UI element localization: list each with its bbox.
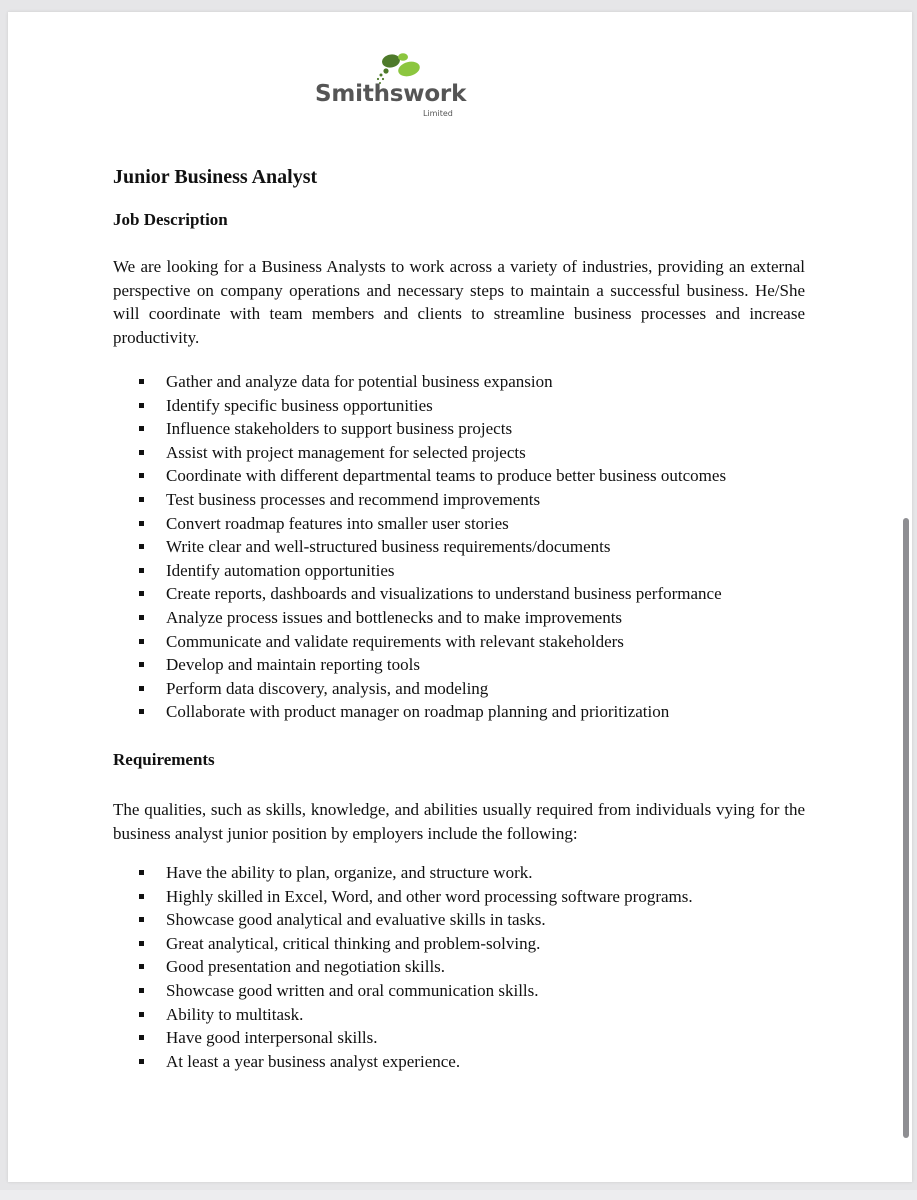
list-item-text: Good presentation and negotiation skills. <box>166 957 446 977</box>
bullet-icon <box>139 544 144 549</box>
list-item <box>138 700 726 724</box>
list-item-text: Develop and maintain reporting tools <box>166 655 420 675</box>
bullet-icon <box>139 403 144 408</box>
list-item-text: Communicate and validate requirements with relevant stakeholders <box>166 631 624 651</box>
list-item <box>138 582 726 606</box>
job-description-heading: Job Description <box>113 210 228 229</box>
bullet-icon <box>139 894 144 899</box>
list-item-text: Showcase good written and oral communication skills. <box>166 980 539 1000</box>
requirements-list <box>138 861 693 1073</box>
responsibilities-list <box>138 370 726 724</box>
bullet-icon <box>139 379 144 384</box>
list-item-text: Ability to multitask. <box>166 1004 304 1024</box>
list-item <box>138 535 726 559</box>
list-item <box>138 1003 693 1027</box>
bullet-icon <box>139 917 144 922</box>
list-item-text: Have good interpersonal skills. <box>166 1028 378 1048</box>
list-item <box>138 512 726 536</box>
bullet-icon <box>139 568 144 573</box>
bullet-icon <box>139 1035 144 1040</box>
bullet-icon <box>139 426 144 431</box>
list-item-text: Identify automation opportunities <box>166 560 395 580</box>
vertical-scrollbar[interactable] <box>903 518 909 1138</box>
bullet-icon <box>139 941 144 946</box>
list-item-text: Identify specific business opportunities <box>166 395 433 415</box>
list-item-text: At least a year business analyst experience. <box>166 1051 461 1071</box>
list-item-text: Influence stakeholders to support business projects <box>166 419 513 439</box>
bullet-icon <box>139 662 144 667</box>
list-item <box>138 394 726 418</box>
bullet-icon <box>139 639 144 644</box>
bullet-icon <box>139 497 144 502</box>
list-item-text: Great analytical, critical thinking and problem-solving. <box>166 933 541 953</box>
list-item <box>138 677 726 701</box>
bullet-icon <box>139 450 144 455</box>
list-item-text: Test business processes and recommend improvements <box>166 489 541 509</box>
list-item-text: Perform data discovery, analysis, and modeling <box>166 678 489 698</box>
job-description-paragraph: We are looking for a Business Analysts to work across a variety of industries, providing an external perspective on company operations and necessary steps to maintain a successful business. He/She will coordinate with team members and clients to streamline business processes and increase productivity. <box>113 257 805 347</box>
list-item-text: Gather and analyze data for potential business expansion <box>166 372 553 391</box>
bullet-icon <box>139 988 144 993</box>
bullet-icon <box>139 473 144 478</box>
list-item-text: Highly skilled in Excel, Word, and other word processing software programs. <box>166 886 693 906</box>
logo-subtitle: Limited <box>423 109 453 118</box>
list-item <box>138 441 726 465</box>
company-logo <box>312 52 482 122</box>
list-item-text: Create reports, dashboards and visualizations to understand business performance <box>166 584 722 604</box>
bullet-icon <box>139 709 144 714</box>
bullet-icon <box>139 521 144 526</box>
bullet-icon <box>139 686 144 691</box>
list-item-text: Write clear and well-structured business requirements/documents <box>166 537 611 557</box>
list-item <box>138 370 726 394</box>
list-item <box>138 979 693 1003</box>
list-item <box>138 417 726 441</box>
list-item <box>138 559 726 583</box>
list-item <box>138 464 726 488</box>
list-item-text: Assist with project management for selected projects <box>166 442 526 462</box>
list-item <box>138 861 693 885</box>
list-item <box>138 653 726 677</box>
bullet-icon <box>139 870 144 875</box>
list-item <box>138 955 693 979</box>
list-item <box>138 1050 693 1074</box>
list-item <box>138 630 726 654</box>
list-item <box>138 488 726 512</box>
list-item-text: Collaborate with product manager on roadmap planning and prioritization <box>166 702 670 722</box>
list-item-text: Have the ability to plan, organize, and structure work. <box>166 863 533 882</box>
job-title: Junior Business Analyst <box>113 166 318 188</box>
list-item <box>138 908 693 932</box>
logo-name: Smithswork <box>315 81 467 107</box>
bullet-icon <box>139 1059 144 1064</box>
list-item <box>138 1026 693 1050</box>
list-item-text: Coordinate with different departmental teams to produce better business outcomes <box>166 466 727 486</box>
bullet-icon <box>139 964 144 969</box>
list-item <box>138 932 693 956</box>
bullet-icon <box>139 591 144 596</box>
bullet-icon <box>139 615 144 620</box>
requirements-paragraph: The qualities, such as skills, knowledge, and abilities usually required from individuals vying for the business analyst junior position by employers include the following: <box>113 800 805 843</box>
list-item <box>138 885 693 909</box>
list-item <box>138 606 726 630</box>
list-item-text: Convert roadmap features into smaller user stories <box>166 513 509 533</box>
bullet-icon <box>139 1012 144 1017</box>
list-item-text: Showcase good analytical and evaluative skills in tasks. <box>166 910 546 930</box>
requirements-heading: Requirements <box>113 750 215 769</box>
bottom-toolbar-strip <box>0 1190 917 1200</box>
list-item-text: Analyze process issues and bottlenecks and to make improvements <box>166 607 623 627</box>
